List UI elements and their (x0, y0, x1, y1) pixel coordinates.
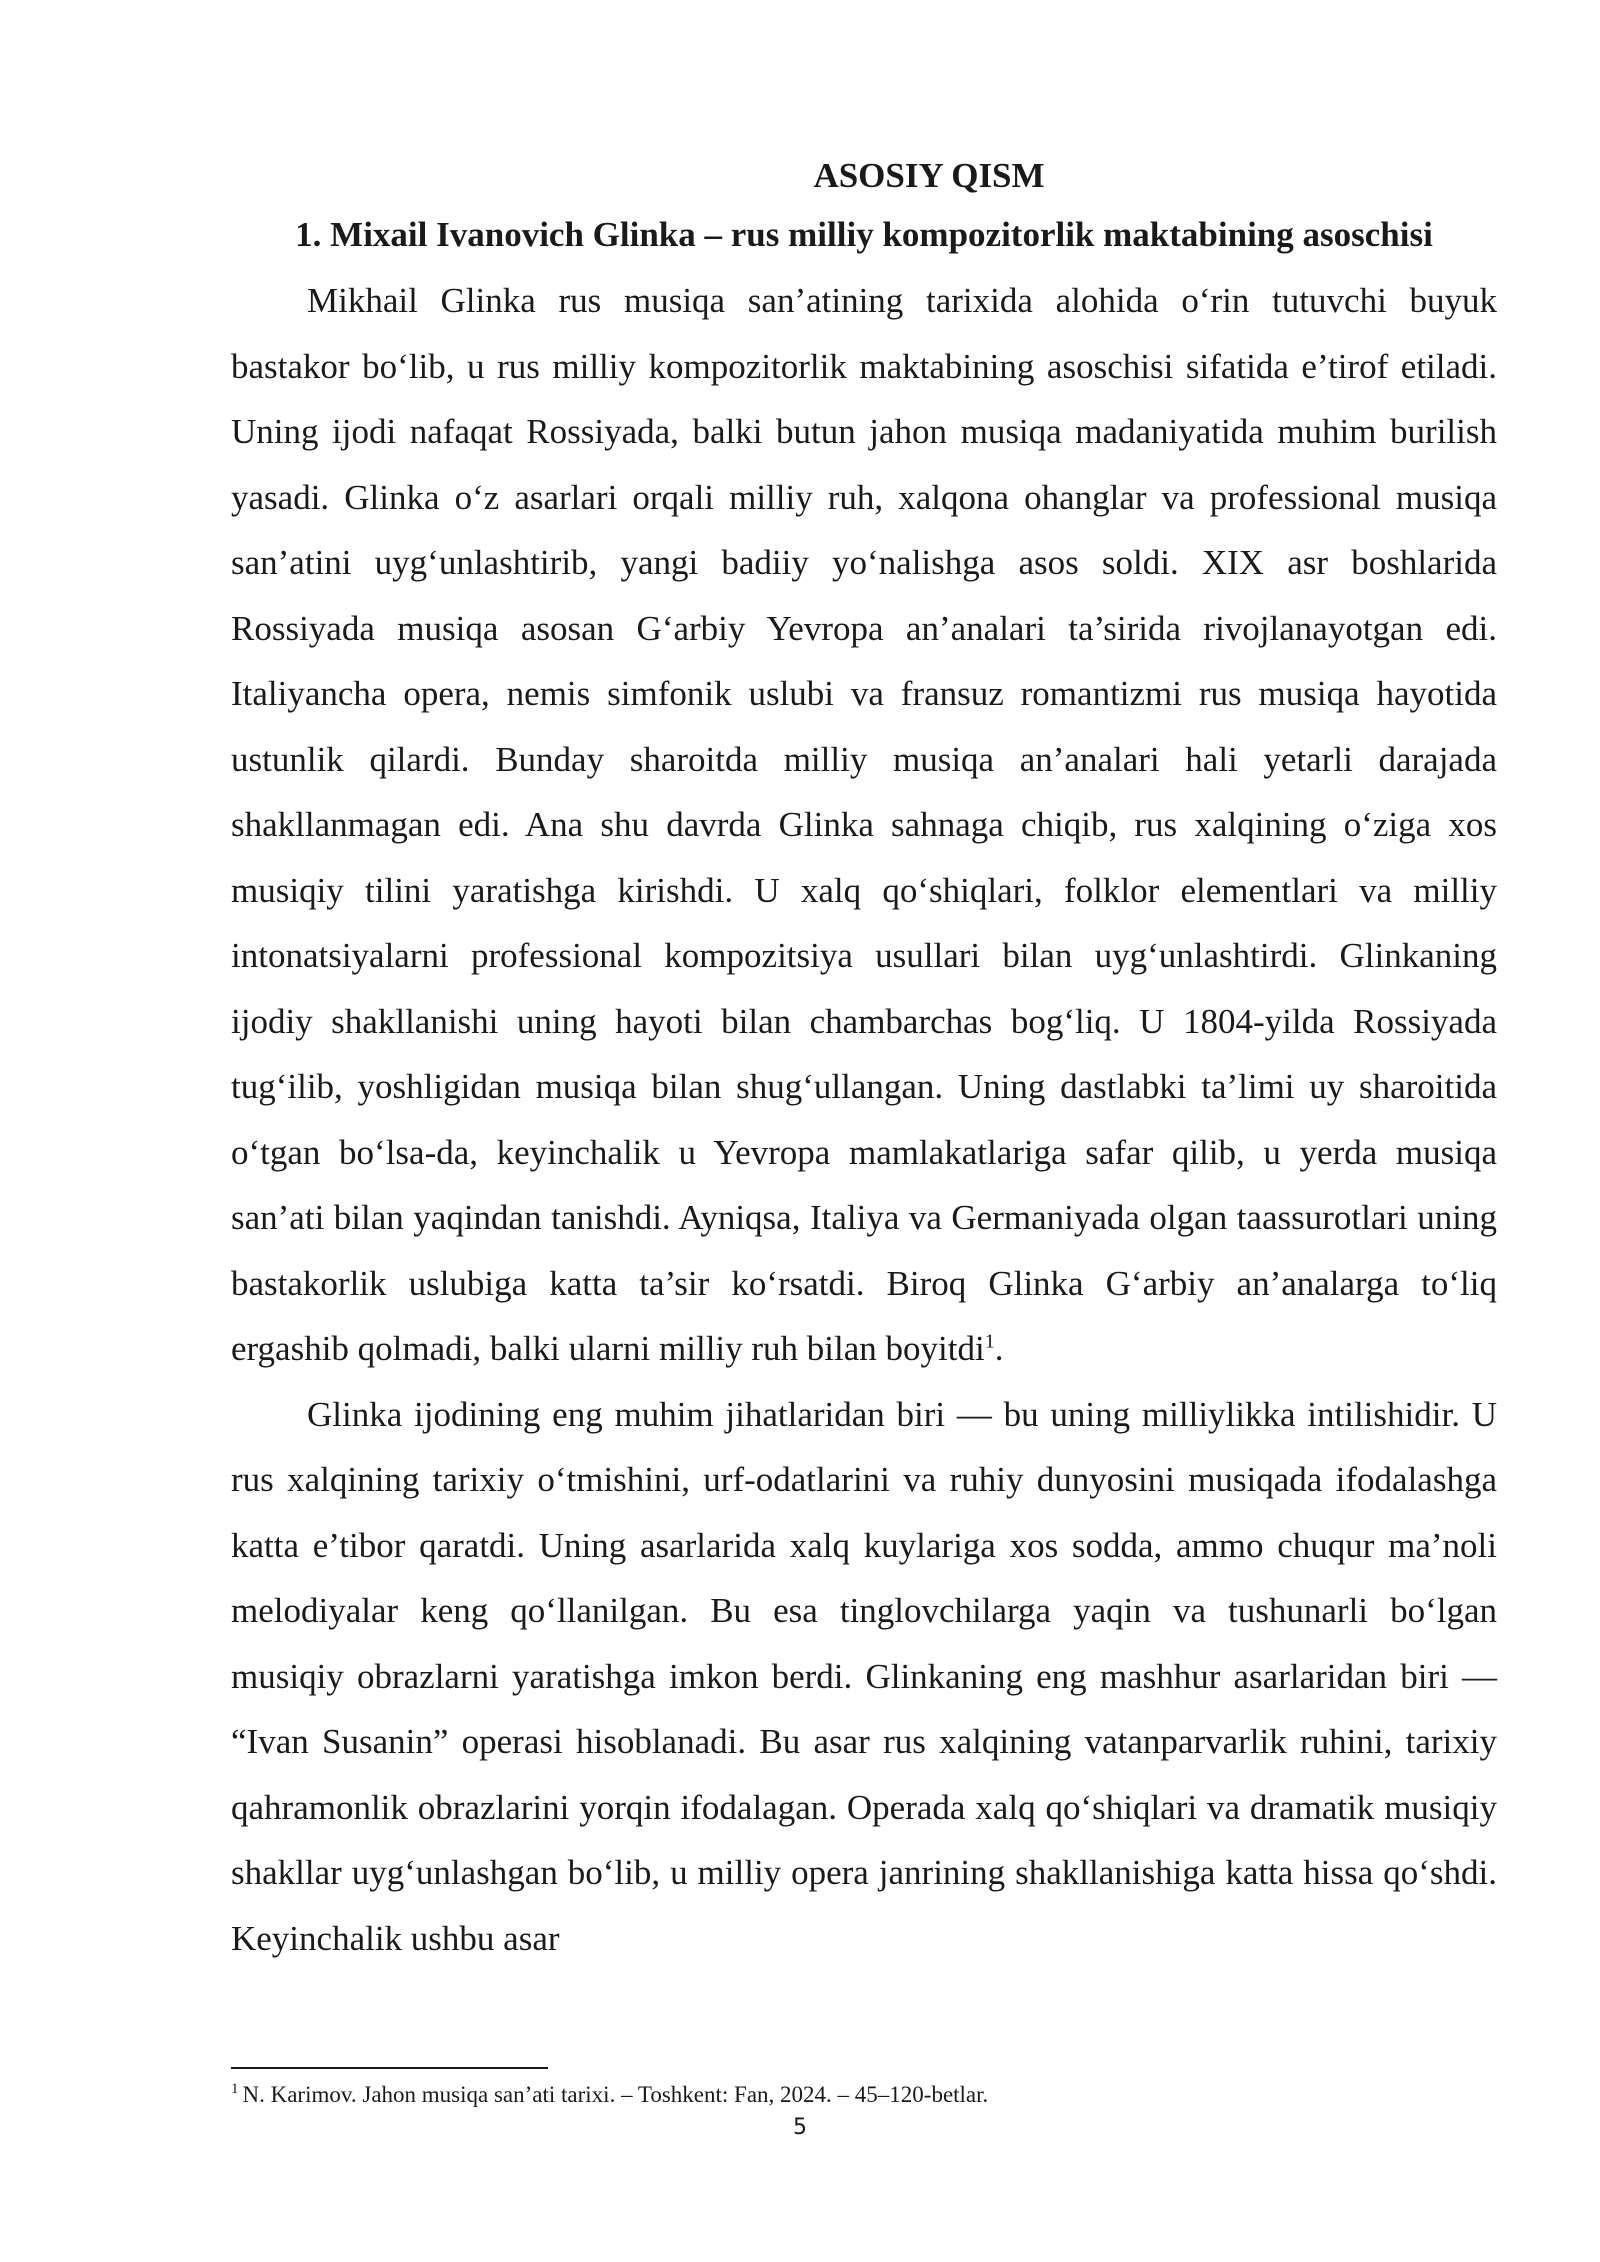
footnote-reference[interactable]: 1 (984, 1330, 995, 1353)
page-number: 5 (793, 2115, 807, 2140)
footnote (231, 2078, 1497, 2112)
footnote-separator (231, 2067, 548, 2069)
paragraph-2 (231, 1382, 1497, 1972)
chapter-title: 1. Mixail Ivanovich Glinka – rus milliy kompozitorlik maktabining asoschisi (295, 215, 1433, 254)
paragraph-2-text: Glinka ijodining eng muhim jihatlaridan biri — bu uning milliylikka intilishidir. U rus xalqining tarixiy o‘tmishini, urf-odatlarini va ruhiy dunyosini musiqada ifodalashga katta e’tibor qaratdi. Uning asarlarida xalq kuylariga xos sodda, ammo chuqur ma’noli melodiyalar keng qo‘llanilgan. Bu esa tinglovchilarga yaqin va tushunarli bo‘lgan musiqiy obrazlarni yaratishga imkon berdi. Glinkaning eng mashhur asarlaridan biri — “Ivan Susanin” operasi hisoblanadi. Bu asar rus xalqining vatanparvarlik ruhini, tarixiy qahramonlik obrazlarini yorqin ifodalagan. Operada xalq qo‘shiqlari va dramatik musiqiy shakllar uyg‘unlashgan bo‘lib, u milliy opera janrining shakllanishiga katta hissa qo‘shdi. Keyinchalik ushbu asar (231, 1394, 1497, 1958)
page-body (231, 148, 1497, 1971)
paragraph-1 (231, 268, 1497, 1382)
footnote-text: N. Karimov. Jahon musiqa san’ati tarixi. – Toshkent: Fan, 2024. – 45–120-betlar. (242, 2082, 989, 2107)
footnote-marker: 1 (231, 2081, 239, 2098)
paragraph-1-text: Mikhail Glinka rus musiqa san’atining tarixida alohida o‘rin tutuvchi buyuk bastakor bo‘lib, u rus milliy kompozitorlik maktabining asoschisi sifatida e’tirof etiladi. Uning ijodi nafaqat Rossiyada, balki butun jahon musiqa madaniyatida muhim burilish yasadi. Glinka o‘z asarlari orqali milliy ruh, xalqona ohanglar va professional musiqa san’atini uyg‘unlashtirib, yangi badiiy yo‘nalishga asos soldi. XIX asr boshlarida Rossiyada musiqa asosan G‘arbiy Yevropa an’analari ta’sirida rivojlanayotgan edi. Italiyancha opera, nemis simfonik uslubi va fransuz romantizmi rus musiqa hayotida ustunlik qilardi. Bunday sharoitda milliy musiqa an’analari hali yetarli darajada shakllanmagan edi. Ana shu davrda Glinka sahnaga chiqib, rus xalqining o‘ziga xos musiqiy tilini yaratishga kirishdi. U xalq qo‘shiqlari, folklor elementlari va milliy intonatsiyalarni professional kompozitsiya usullari bilan uyg‘unlashtirdi. Glinkaning ijodiy shakllanishi uning hayoti bilan chambarchas bog‘liq. U 1804-yilda Rossiyada tug‘ilib, yoshligidan musiqa bilan shug‘ullangan. Uning dastlabki ta’limi uy sharoitida o‘tgan bo‘lsa-da, keyinchalik u Yevropa mamlakatlariga safar qilib, u yerda musiqa san’ati bilan yaqindan tanishdi. Ayniqsa, Italiya va Germaniyada olgan taassurotlari uning bastakorlik uslubiga katta ta’sir ko‘rsatdi. Biroq Glinka G‘arbiy an’analarga to‘liq ergashib qolmadi, balki ularni milliy ruh bilan boyitdi (231, 281, 1497, 1368)
paragraph-1-end: . (994, 1329, 1004, 1368)
section-title: ASOSIY QISM (813, 156, 1045, 195)
